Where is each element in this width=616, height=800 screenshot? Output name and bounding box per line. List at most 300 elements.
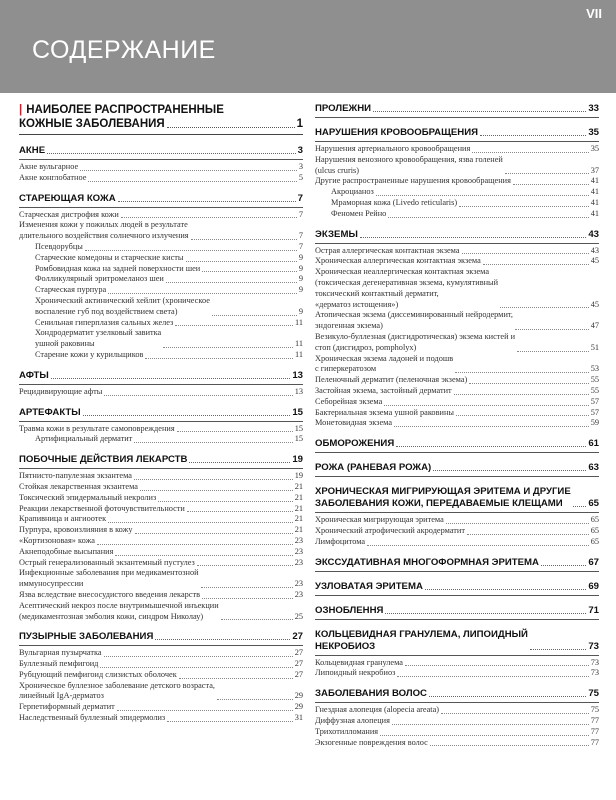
leader-dots xyxy=(217,699,293,700)
entry-title xyxy=(35,434,132,445)
entry-title xyxy=(19,525,133,536)
entry-title-line: Реакции лекарственной фоточувствительности xyxy=(19,503,185,513)
toc-entry xyxy=(19,568,303,590)
entry-title-line: Везикуло-буллезная (дисгидротическая) экзема кистей и xyxy=(315,331,516,341)
entry-title-line: «дерматоз истощения») xyxy=(315,299,399,309)
toc-entry xyxy=(19,253,303,264)
entry-title xyxy=(315,418,392,429)
entry-title-line: Акне конглобатное xyxy=(19,172,87,182)
leader-dots xyxy=(175,325,293,326)
leader-dots xyxy=(441,713,589,714)
toc-section xyxy=(315,688,599,748)
toc-entry xyxy=(19,493,303,504)
leader-dots xyxy=(47,153,296,154)
entry-title-line: Хронический актинический хейлит (хроническое xyxy=(35,295,210,305)
section-title-line: ХРОНИЧЕСКАЯ МИГРИРУЮЩАЯ ЭРИТЕМА И ДРУГИЕ xyxy=(315,486,571,498)
leader-dots xyxy=(202,271,297,272)
toc-section xyxy=(315,229,599,430)
toc-left-column xyxy=(19,103,303,733)
leader-dots xyxy=(367,545,589,546)
part-title-line-2: КОЖНЫЕ ЗАБОЛЕВАНИЯ 1 xyxy=(19,118,303,130)
section-heading xyxy=(315,557,599,572)
entry-page-number: 51 xyxy=(590,342,599,352)
section-page-number: 71 xyxy=(588,604,599,616)
entry-page-number: 45 xyxy=(590,299,599,309)
entry-title xyxy=(19,220,189,242)
toc-entry xyxy=(19,514,303,525)
entry-title-line: Акне вульгарное xyxy=(19,162,79,171)
entry-title-line: Акроцианоз xyxy=(331,187,374,197)
entry-title xyxy=(315,256,481,267)
entry-page-number: 65 xyxy=(590,525,599,535)
leader-dots xyxy=(221,619,293,620)
section-heading xyxy=(315,103,599,118)
toc-entry xyxy=(315,526,599,537)
toc-entry xyxy=(315,176,599,187)
entry-page-number: 41 xyxy=(590,208,599,218)
entry-title xyxy=(35,350,143,361)
leader-dots xyxy=(456,415,589,416)
leader-dots xyxy=(145,358,293,359)
toc-entry xyxy=(19,242,303,253)
section-title: ЭКССУДАТИВНАЯ МНОГОФОРМНАЯ ЭРИТЕМА xyxy=(315,556,539,568)
leader-dots xyxy=(454,394,589,395)
section-page-number: 33 xyxy=(588,103,599,114)
entry-title-line: Язва вследствие внесосудистого введения лекарств xyxy=(19,589,201,599)
entry-title xyxy=(35,296,210,318)
entry-title xyxy=(315,705,439,716)
entry-title xyxy=(19,536,95,547)
entry-page-number: 29 xyxy=(294,691,303,701)
entry-page-number: 77 xyxy=(590,726,599,736)
entry-title xyxy=(331,187,374,198)
toc-entry xyxy=(19,504,303,515)
leader-dots xyxy=(530,649,586,650)
section-page-number: 19 xyxy=(292,454,303,466)
entry-title xyxy=(19,659,98,670)
entry-page-number: 55 xyxy=(590,385,599,395)
section-page-number: 7 xyxy=(297,192,303,204)
entry-title-line: Фолликулярный эритромеланоз шеи xyxy=(35,274,164,284)
entry-title-line: Хроническая аллергическая контактная экзема xyxy=(315,256,481,266)
section-heading xyxy=(19,454,303,469)
toc-entry xyxy=(315,310,599,332)
leader-dots xyxy=(455,372,589,373)
toc-entry xyxy=(315,354,599,376)
toc-section xyxy=(19,145,303,184)
entry-title xyxy=(315,176,511,187)
entry-page-number: 23 xyxy=(294,589,303,599)
toc-entry xyxy=(19,713,303,724)
entry-page-number: 21 xyxy=(294,481,303,491)
leader-dots xyxy=(121,217,297,218)
entry-page-number: 45 xyxy=(590,256,599,266)
entry-page-number: 57 xyxy=(590,396,599,406)
entry-title-line: (ulcus cruris) xyxy=(315,165,360,175)
entry-title xyxy=(19,471,132,482)
entry-title-line: Вульгарная пузырчатка xyxy=(19,648,102,658)
entry-page-number: 9 xyxy=(298,306,303,316)
entry-page-number: 7 xyxy=(298,241,303,251)
entry-page-number: 47 xyxy=(590,321,599,331)
leader-dots xyxy=(155,639,290,640)
section-page-number: 15 xyxy=(292,406,303,418)
leader-dots xyxy=(187,511,293,512)
section-page-number: 63 xyxy=(588,462,599,474)
toc-section xyxy=(315,127,599,220)
toc-entry xyxy=(315,418,599,429)
section-title: АРТЕФАКТЫ xyxy=(19,406,81,418)
leader-dots xyxy=(376,195,589,196)
toc-entry xyxy=(315,727,599,738)
entry-title xyxy=(315,310,513,332)
entry-title-line: Хондродерматит узелковый завитка xyxy=(35,328,162,338)
entry-title-line: Липоидный некробиоз xyxy=(315,668,396,678)
entry-title-line: Травма кожи в результате самоповреждения xyxy=(19,423,175,433)
entry-title xyxy=(315,515,444,526)
entry-page-number: 3 xyxy=(298,162,303,171)
section-heading xyxy=(315,486,599,513)
entry-title-line: иммуносупрессии xyxy=(19,579,84,589)
section-heading xyxy=(315,462,599,477)
entry-title xyxy=(19,713,165,724)
toc-entry xyxy=(19,590,303,601)
entry-page-number: 73 xyxy=(590,668,599,678)
toc-entry xyxy=(19,434,303,445)
entry-title-line: Другие распространенные нарушения кровообращения xyxy=(315,176,511,186)
entry-title-line: Ромбовидная кожа на задней поверхности шеи xyxy=(35,263,201,273)
entry-title xyxy=(315,144,470,155)
entry-title-line: Старческая пурпура xyxy=(35,285,107,295)
toc-entry xyxy=(315,187,599,198)
entry-page-number: 27 xyxy=(294,648,303,658)
entry-title-line: Герпетиформный дерматит xyxy=(19,702,115,712)
leader-dots xyxy=(104,656,293,657)
entry-page-number: 55 xyxy=(590,375,599,385)
entry-title-line: Себорейная экзема xyxy=(315,396,383,406)
entry-title-line: Изменения кожи у пожилых людей в результате xyxy=(19,220,188,230)
leader-dots xyxy=(373,111,586,112)
entry-title-line: ушной раковины xyxy=(35,339,95,349)
section-page-number: 61 xyxy=(588,438,599,450)
leader-dots xyxy=(117,710,293,711)
leader-dots xyxy=(51,378,291,379)
entry-title xyxy=(35,328,161,350)
entry-page-number: 65 xyxy=(590,536,599,546)
entry-page-number: 29 xyxy=(294,702,303,712)
leader-dots xyxy=(462,253,589,254)
entry-page-number: 9 xyxy=(298,285,303,295)
entry-page-number: 25 xyxy=(294,611,303,621)
section-title-line: ЗАБОЛЕВАНИЯ КОЖИ, ПЕРЕДАВАЕМЫЕ КЛЕЩАМИ xyxy=(315,498,563,510)
entry-title-line: Феномен Рейно xyxy=(331,208,387,218)
leader-dots xyxy=(189,462,290,463)
leader-dots xyxy=(405,665,589,666)
leader-dots xyxy=(135,533,293,534)
section-heading xyxy=(19,631,303,646)
entry-title-line: Хроническая экзема ладоней и подошв xyxy=(315,353,454,363)
toc-entry xyxy=(315,658,599,669)
section-heading xyxy=(19,407,303,422)
entry-title-line: Акнеподобные высыпания xyxy=(19,546,114,556)
section-title: ПУЗЫРНЫЕ ЗАБОЛЕВАНИЯ xyxy=(19,631,154,643)
entry-page-number: 75 xyxy=(590,705,599,715)
toc-entry xyxy=(315,537,599,548)
entry-title-line: Лимфоцитома xyxy=(315,536,366,546)
part-title-line-1: | НАИБОЛЕЕ РАСПРОСТРАНЕННЫЕ xyxy=(19,104,224,116)
leader-dots xyxy=(500,307,589,308)
part-rule xyxy=(19,134,303,135)
toc-entry xyxy=(19,173,303,184)
leader-dots xyxy=(505,173,589,174)
toc-section xyxy=(19,370,303,398)
leader-dots xyxy=(517,351,589,352)
leader-dots xyxy=(134,442,292,443)
entry-title xyxy=(35,242,83,253)
toc-entry xyxy=(19,424,303,435)
toc-entry xyxy=(19,387,303,398)
toc-entry xyxy=(315,155,599,177)
leader-dots xyxy=(429,696,586,697)
leader-dots xyxy=(467,534,589,535)
entry-title-line: Острая аллергическая контактная экзема xyxy=(315,245,460,255)
entry-title-line: Псевдорубцы xyxy=(35,241,83,251)
section-page-number: 75 xyxy=(588,688,599,700)
toc-entry xyxy=(19,162,303,173)
section-title: НАРУШЕНИЯ КРОВООБРАЩЕНИЯ xyxy=(315,127,478,138)
leader-dots xyxy=(177,431,293,432)
toc-entry xyxy=(19,318,303,329)
leader-dots xyxy=(118,201,296,202)
leader-dots xyxy=(202,598,293,599)
entry-page-number: 21 xyxy=(294,492,303,502)
toc-section xyxy=(315,486,599,547)
toc-entry xyxy=(19,536,303,547)
entry-title-line: Рубцующий пемфигоид слизистых оболочек xyxy=(19,669,177,679)
toc-entry xyxy=(19,264,303,275)
toc-entry xyxy=(315,668,599,679)
section-heading xyxy=(19,193,303,208)
entry-title-line: Застойная экзема, застойный дерматит xyxy=(315,385,452,395)
entry-page-number: 41 xyxy=(590,176,599,186)
leader-dots xyxy=(513,184,589,185)
toc-section xyxy=(19,193,303,361)
entry-title xyxy=(315,408,454,419)
entry-title-line: длительного воздействия солнечного излучения xyxy=(19,231,189,241)
section-title xyxy=(315,629,528,653)
entry-title xyxy=(315,537,365,548)
page-number: VII xyxy=(586,6,602,21)
leader-dots xyxy=(85,250,297,251)
leader-dots xyxy=(459,206,589,207)
entry-title-line: Бактериальная экзема ушной раковины xyxy=(315,407,454,417)
entry-page-number: 13 xyxy=(294,386,303,396)
entry-title xyxy=(19,387,102,398)
entry-title xyxy=(19,702,115,713)
leader-dots xyxy=(397,676,588,677)
entry-title xyxy=(19,558,195,569)
toc-entry xyxy=(19,547,303,558)
leader-dots xyxy=(108,522,293,523)
entry-title-line: Атопическая экзема (диссеминированный нейродермит, xyxy=(315,310,513,320)
section-page-number: 27 xyxy=(292,631,303,643)
section-page-number: 65 xyxy=(588,498,599,510)
toc-entry xyxy=(315,267,599,310)
section-heading xyxy=(315,629,599,656)
entry-title xyxy=(19,514,106,525)
entry-title-line: Пятнисто-папулезная экзантема xyxy=(19,471,132,481)
entry-page-number: 41 xyxy=(590,187,599,197)
entry-title-line: Кольцевидная гранулема xyxy=(315,657,403,667)
toc-entry xyxy=(19,285,303,296)
section-heading xyxy=(19,145,303,160)
section-heading xyxy=(315,605,599,620)
leader-dots xyxy=(360,237,586,238)
entry-page-number: 5 xyxy=(298,172,303,182)
entry-page-number: 43 xyxy=(590,245,599,255)
toc-section xyxy=(19,454,303,622)
leader-dots xyxy=(394,426,589,427)
entry-title-line: Острый генерализованный экзантемный пустулез xyxy=(19,557,195,567)
entry-title xyxy=(19,173,86,184)
toc-entry xyxy=(19,702,303,713)
entry-title xyxy=(315,668,395,679)
leader-dots xyxy=(483,264,589,265)
entry-page-number: 9 xyxy=(298,274,303,284)
entry-title-line: Хроническая неаллергическая контактная экзема xyxy=(315,267,490,277)
entry-page-number: 11 xyxy=(295,317,303,327)
entry-title xyxy=(315,526,465,537)
toc-entry xyxy=(315,144,599,155)
entry-title-line: «Кортизоновая» кожа xyxy=(19,535,95,545)
entry-title-line: Крапивница и ангиоотек xyxy=(19,514,107,524)
entry-title-line: Старческие комедоны и старческие кисты xyxy=(35,252,184,262)
entry-title-line: Мраморная кожа (Livedo reticularis) xyxy=(331,197,458,207)
section-title: ОЗНОБЛЕННЯ xyxy=(315,604,384,616)
entry-title xyxy=(331,209,386,220)
toc-entry xyxy=(19,681,303,703)
entry-page-number: 59 xyxy=(590,418,599,428)
entry-title-line: Пурпура, кровоизлияния в кожу xyxy=(19,525,133,535)
section-title xyxy=(315,486,571,510)
entry-page-number: 9 xyxy=(298,263,303,273)
entry-page-number: 53 xyxy=(590,364,599,374)
entry-title xyxy=(19,162,78,173)
leader-dots xyxy=(430,745,589,746)
section-title: ПРОЛЕЖНИ xyxy=(315,103,372,114)
leader-dots xyxy=(163,347,293,348)
left-sections xyxy=(19,145,303,724)
toc-entry xyxy=(19,220,303,242)
entry-title-line: Диффузная алопеция xyxy=(315,715,390,725)
entry-page-number: 7 xyxy=(298,231,303,241)
header-band xyxy=(0,0,616,93)
leader-dots xyxy=(108,293,297,294)
leader-dots xyxy=(433,470,586,471)
toc-section xyxy=(315,438,599,453)
toc-part-heading xyxy=(19,103,303,135)
right-sections xyxy=(315,103,599,748)
entry-page-number: 57 xyxy=(590,407,599,417)
entry-page-number: 77 xyxy=(590,715,599,725)
entry-page-number: 77 xyxy=(590,737,599,747)
entry-title xyxy=(19,568,199,590)
entry-title-line: Хронический атрофический акродерматит xyxy=(315,525,465,535)
entry-title-line: Наследственный буллезный эпидермолиз xyxy=(19,713,166,723)
entry-title-line: Артифициальный дерматит xyxy=(35,434,133,444)
leader-dots xyxy=(100,667,292,668)
entry-title xyxy=(19,590,200,601)
section-title: ОБМОРОЖЕНИЯ xyxy=(315,438,395,450)
entry-title xyxy=(315,397,382,408)
leader-dots xyxy=(179,678,293,679)
entry-title-line: токсический контактный дерматит, xyxy=(315,288,439,298)
leader-dots xyxy=(201,587,293,588)
entry-page-number: 37 xyxy=(590,165,599,175)
entry-title xyxy=(19,670,177,681)
section-title: ЭКЗЕМЫ xyxy=(315,228,358,240)
entry-title-line: Инфекционные заболевания при медикаментозной xyxy=(19,568,199,578)
section-heading xyxy=(315,581,599,596)
entry-page-number: 11 xyxy=(295,339,303,349)
toc-entry xyxy=(19,525,303,536)
leader-dots xyxy=(186,261,297,262)
toc-entry xyxy=(315,515,599,526)
entry-title xyxy=(19,601,219,623)
toc-entry xyxy=(315,332,599,354)
leader-dots xyxy=(392,724,589,725)
leader-dots xyxy=(80,170,297,171)
toc-entry xyxy=(19,274,303,285)
entry-page-number: 23 xyxy=(294,579,303,589)
leader-dots xyxy=(104,395,292,396)
toc-section xyxy=(315,557,599,572)
entry-title-line: Монетовидная экзема xyxy=(315,418,393,428)
toc-entry xyxy=(19,482,303,493)
entry-title xyxy=(19,547,113,558)
leader-dots xyxy=(425,589,586,590)
entry-title xyxy=(19,493,156,504)
toc-entry xyxy=(315,408,599,419)
section-heading xyxy=(315,438,599,453)
entry-title xyxy=(35,264,200,275)
toc-entry xyxy=(315,198,599,209)
section-page-number: 3 xyxy=(297,145,303,156)
entry-title xyxy=(315,267,498,310)
entry-title xyxy=(19,504,185,515)
toc-section xyxy=(19,631,303,724)
section-page-number: 35 xyxy=(588,127,599,138)
toc-section xyxy=(315,629,599,680)
section-title: ПОБОЧНЫЕ ДЕЙСТВИЯ ЛЕКАРСТВ xyxy=(19,454,188,466)
toc-entry xyxy=(315,375,599,386)
entry-title-line: Гнездная алопеция (alopecia areata) xyxy=(315,705,440,715)
toc-entry xyxy=(315,705,599,716)
section-title-line: КОЛЬЦЕВИДНАЯ ГРАНУЛЕМА, ЛИПОИДНЫЙ xyxy=(315,628,528,640)
entry-title xyxy=(315,716,390,727)
leader-dots xyxy=(212,315,297,316)
section-page-number: 43 xyxy=(588,228,599,240)
section-title: АФТЫ xyxy=(19,369,49,381)
toc-section xyxy=(19,407,303,446)
entry-title xyxy=(315,155,503,177)
leader-dots xyxy=(158,501,292,502)
toc-entry xyxy=(315,397,599,408)
entry-title xyxy=(315,332,515,354)
leader-dots xyxy=(134,479,293,480)
section-title-line: НЕКРОБИОЗ xyxy=(315,640,376,652)
toc-entry xyxy=(19,670,303,681)
